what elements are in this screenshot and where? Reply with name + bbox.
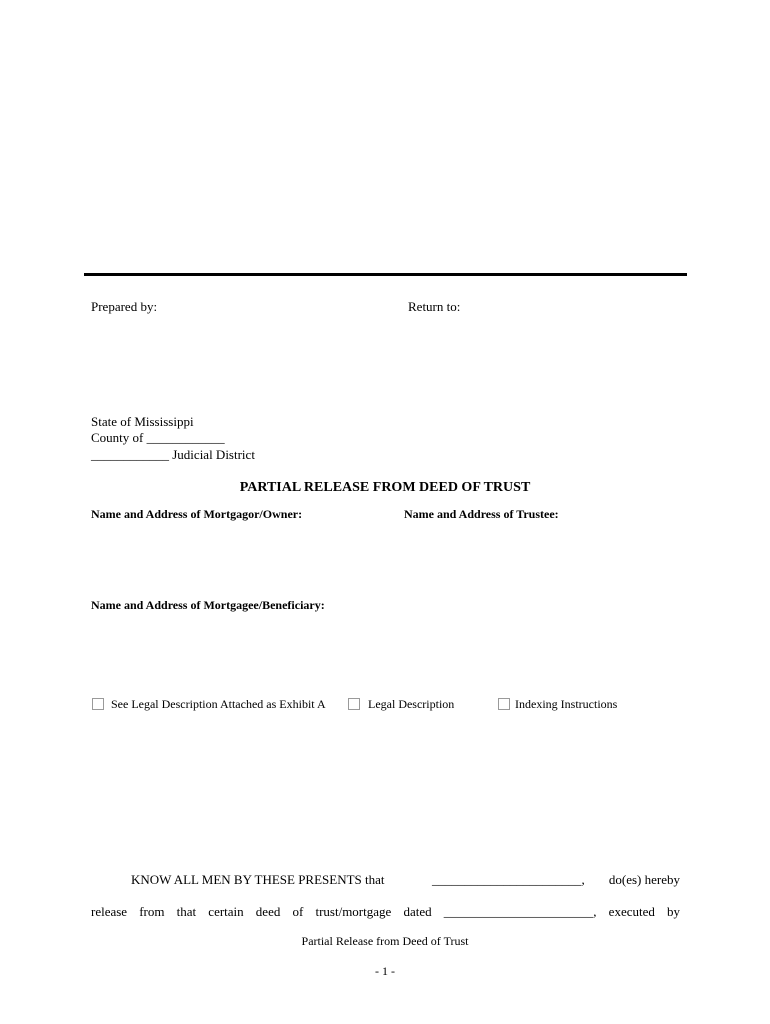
indexing-instructions-checkbox[interactable] [498,698,510,710]
body-line1-blank: _______________________, [432,872,585,887]
body-line1-tail: do(es) hereby [608,872,680,887]
header-rule [84,273,687,276]
exhibit-a-label: See Legal Description Attached as Exhibit A [111,697,326,711]
legal-description-label: Legal Description [368,697,455,711]
trustee-label: Name and Address of Trustee: [404,507,559,521]
body-line2-tail: executed by [608,904,681,919]
footer-title: Partial Release from Deed of Trust [301,934,469,948]
exhibit-a-checkbox[interactable] [92,698,104,710]
page-number: - 1 - [375,964,395,978]
indexing-instructions-label: Indexing Instructions [515,697,618,711]
state-line: State of Mississippi [91,414,194,429]
district-line: ____________ Judicial District [91,447,255,462]
body-line2-blank: _______________________, [443,904,597,919]
document-title: PARTIAL RELEASE FROM DEED OF TRUST [239,480,531,495]
body-line1-start: KNOW ALL MEN BY THESE PRESENTS that [131,872,385,887]
return-to-label: Return to: [408,299,461,314]
mortgagor-label: Name and Address of Mortgagor/Owner: [91,507,303,521]
prepared-by-label: Prepared by: [91,299,158,314]
county-line: County of ____________ [91,430,225,445]
body-line2-start: release from that certain deed of trust/mortgage dated [91,904,432,919]
body-line2 [91,904,680,920]
mortgagee-label: Name and Address of Mortgagee/Beneficiary: [91,598,325,612]
legal-description-checkbox[interactable] [348,698,360,710]
